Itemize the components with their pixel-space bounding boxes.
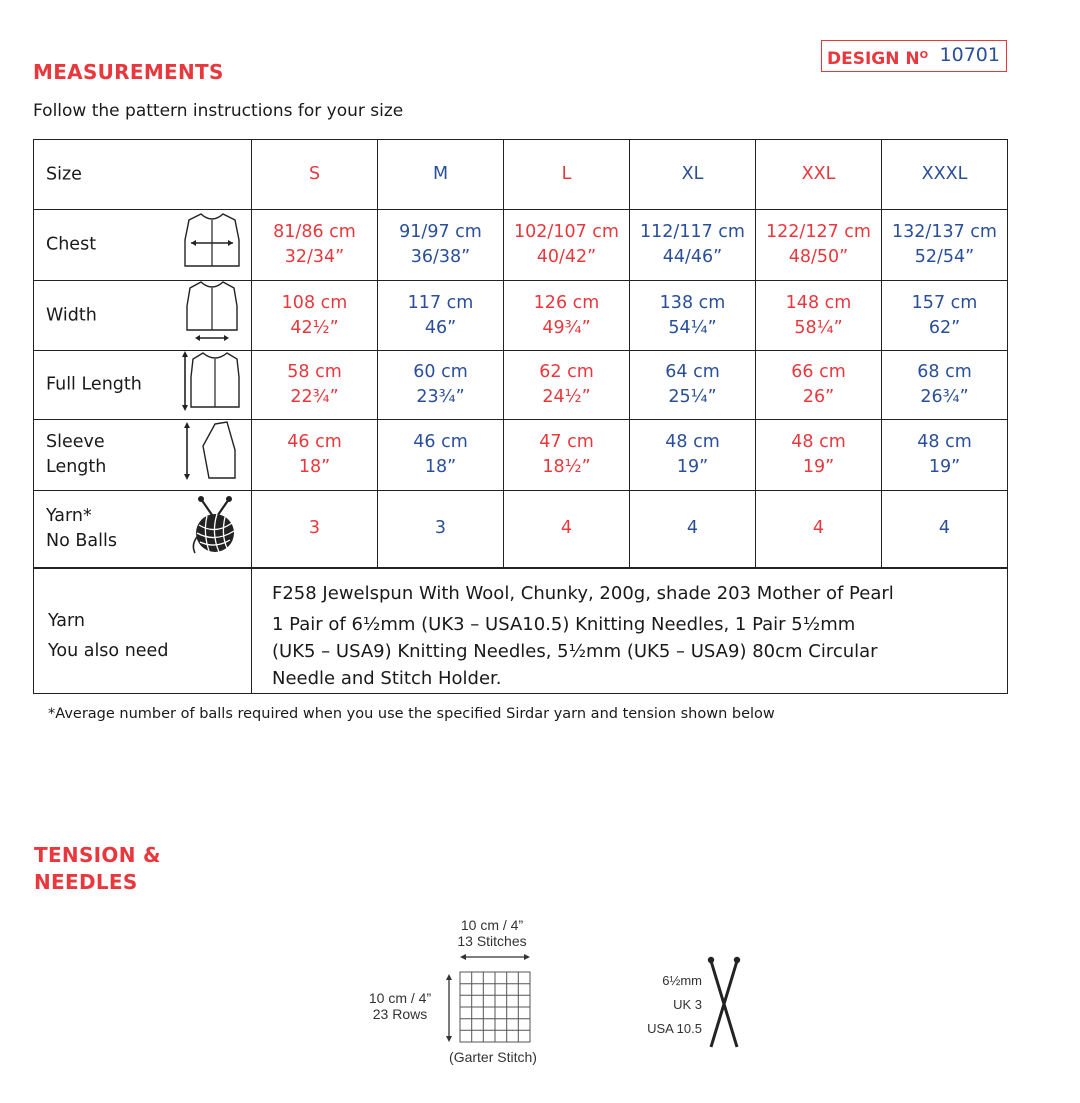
needle-size-labels: 6½mm UK 3 USA 10.5 <box>647 973 702 1036</box>
size-row <box>34 140 1008 210</box>
tension-width-label: 10 cm / 4” 13 Stitches <box>457 917 527 949</box>
yarn-balls-xxl: 4 <box>756 491 882 568</box>
size-s: S <box>252 140 378 210</box>
yarn-balls-s: 3 <box>252 491 378 568</box>
yarn-balls-m: 3 <box>378 491 504 568</box>
size-m: M <box>378 140 504 210</box>
need-line-2: (UK5 – USA9) Knitting Needles, 5½mm (UK5 – USA9) 80cm Circular <box>272 640 878 662</box>
chest-xxl: 122/127 cm 48/50” <box>756 210 882 281</box>
yarn-label: Yarn <box>48 610 85 631</box>
need-line-3: Needle and Stitch Holder. <box>272 667 502 689</box>
size-xxl: XXL <box>756 140 882 210</box>
sleeve-measure-icon <box>179 420 241 490</box>
sleeve-length-label-cell <box>34 420 252 491</box>
chest-measure-icon <box>181 210 243 280</box>
width-xxxl: 157 cm 62” <box>882 281 1008 351</box>
size-label: Size <box>46 164 82 184</box>
size-label-cell <box>34 140 252 210</box>
yarn-text: F258 Jewelspun With Wool, Chunky, 200g, shade 203 Mother of Pearl <box>272 582 894 604</box>
sleeve-length-l: 47 cm 18½” <box>504 420 630 491</box>
need-label: You also need <box>48 640 169 661</box>
chest-label: Chest <box>46 234 97 255</box>
width-m: 117 cm 46” <box>378 281 504 351</box>
sleeve-length-row <box>34 420 1008 491</box>
measurements-subtitle: Follow the pattern instructions for your size <box>33 101 404 121</box>
full-length-label: Full Length <box>46 374 142 395</box>
design-number-box <box>821 40 1007 72</box>
yarn-balls-xl: 4 <box>630 491 756 568</box>
size-xxxl: XXXL <box>882 140 1008 210</box>
chest-row <box>34 210 1008 281</box>
full-length-xxl: 66 cm 26” <box>756 351 882 420</box>
measurements-title: MEASUREMENTS <box>33 60 224 84</box>
sleeve-length-s: 46 cm 18” <box>252 420 378 491</box>
width-measure-icon <box>181 280 243 352</box>
yarn-balls-label-cell <box>34 491 252 568</box>
tension-height-label: 10 cm / 4” 23 Rows <box>368 990 432 1022</box>
width-label: Width <box>46 305 97 325</box>
design-number: 10701 <box>939 44 1000 66</box>
tension-grid-diagram <box>440 952 535 1044</box>
yarn-balls-label: Yarn* No Balls <box>46 505 117 551</box>
full-length-s: 58 cm 22¾” <box>252 351 378 420</box>
full-length-m: 60 cm 23¾” <box>378 351 504 420</box>
tension-title: TENSION & NEEDLES <box>34 843 161 894</box>
need-line-1: 1 Pair of 6½mm (UK3 – USA10.5) Knitting Needles, 1 Pair 5½mm <box>272 613 856 635</box>
chest-m: 91/97 cm 36/38” <box>378 210 504 281</box>
yarn-balls-xxxl: 4 <box>882 491 1008 568</box>
sleeve-length-xl: 48 cm 19” <box>630 420 756 491</box>
design-label: DESIGN $N^O$ <box>827 49 929 69</box>
sleeve-length-m: 46 cm 18” <box>378 420 504 491</box>
width-xxl: 148 cm 58¼” <box>756 281 882 351</box>
chest-xxxl: 132/137 cm 52/54” <box>882 210 1008 281</box>
size-l: L <box>504 140 630 210</box>
full-length-label-cell <box>34 351 252 420</box>
full-length-xxxl: 68 cm 26¾” <box>882 351 1008 420</box>
sleeve-length-xxxl: 48 cm 19” <box>882 420 1008 491</box>
full-length-l: 62 cm 24½” <box>504 351 630 420</box>
width-row <box>34 281 1008 351</box>
footnote: *Average number of balls required when you use the specified Sirdar yarn and tension shown below <box>48 706 775 722</box>
sleeve-length-label: Sleeve Length <box>46 432 107 477</box>
sleeve-length-xxl: 48 cm 19” <box>756 420 882 491</box>
materials-row <box>34 568 1008 694</box>
width-s: 108 cm 42½” <box>252 281 378 351</box>
materials-label-cell <box>34 568 252 694</box>
measurements-table <box>33 139 1008 694</box>
width-xl: 138 cm 54¼” <box>630 281 756 351</box>
chest-xl: 112/117 cm 44/46” <box>630 210 756 281</box>
yarn-balls-l: 4 <box>504 491 630 568</box>
chest-s: 81/86 cm 32/34” <box>252 210 378 281</box>
knitting-needles-icon <box>703 955 745 1051</box>
width-label-cell <box>34 281 252 351</box>
length-measure-icon <box>179 349 243 421</box>
materials-text-cell <box>252 568 1008 694</box>
size-xl: XL <box>630 140 756 210</box>
full-length-xl: 64 cm 25¼” <box>630 351 756 420</box>
yarn-balls-row <box>34 491 1008 568</box>
full-length-row <box>34 351 1008 420</box>
chest-l: 102/107 cm 40/42” <box>504 210 630 281</box>
stitch-type-label: (Garter Stitch) <box>449 1049 537 1065</box>
chest-label-cell <box>34 210 252 281</box>
yarn-ball-icon <box>189 495 239 563</box>
width-l: 126 cm 49¾” <box>504 281 630 351</box>
